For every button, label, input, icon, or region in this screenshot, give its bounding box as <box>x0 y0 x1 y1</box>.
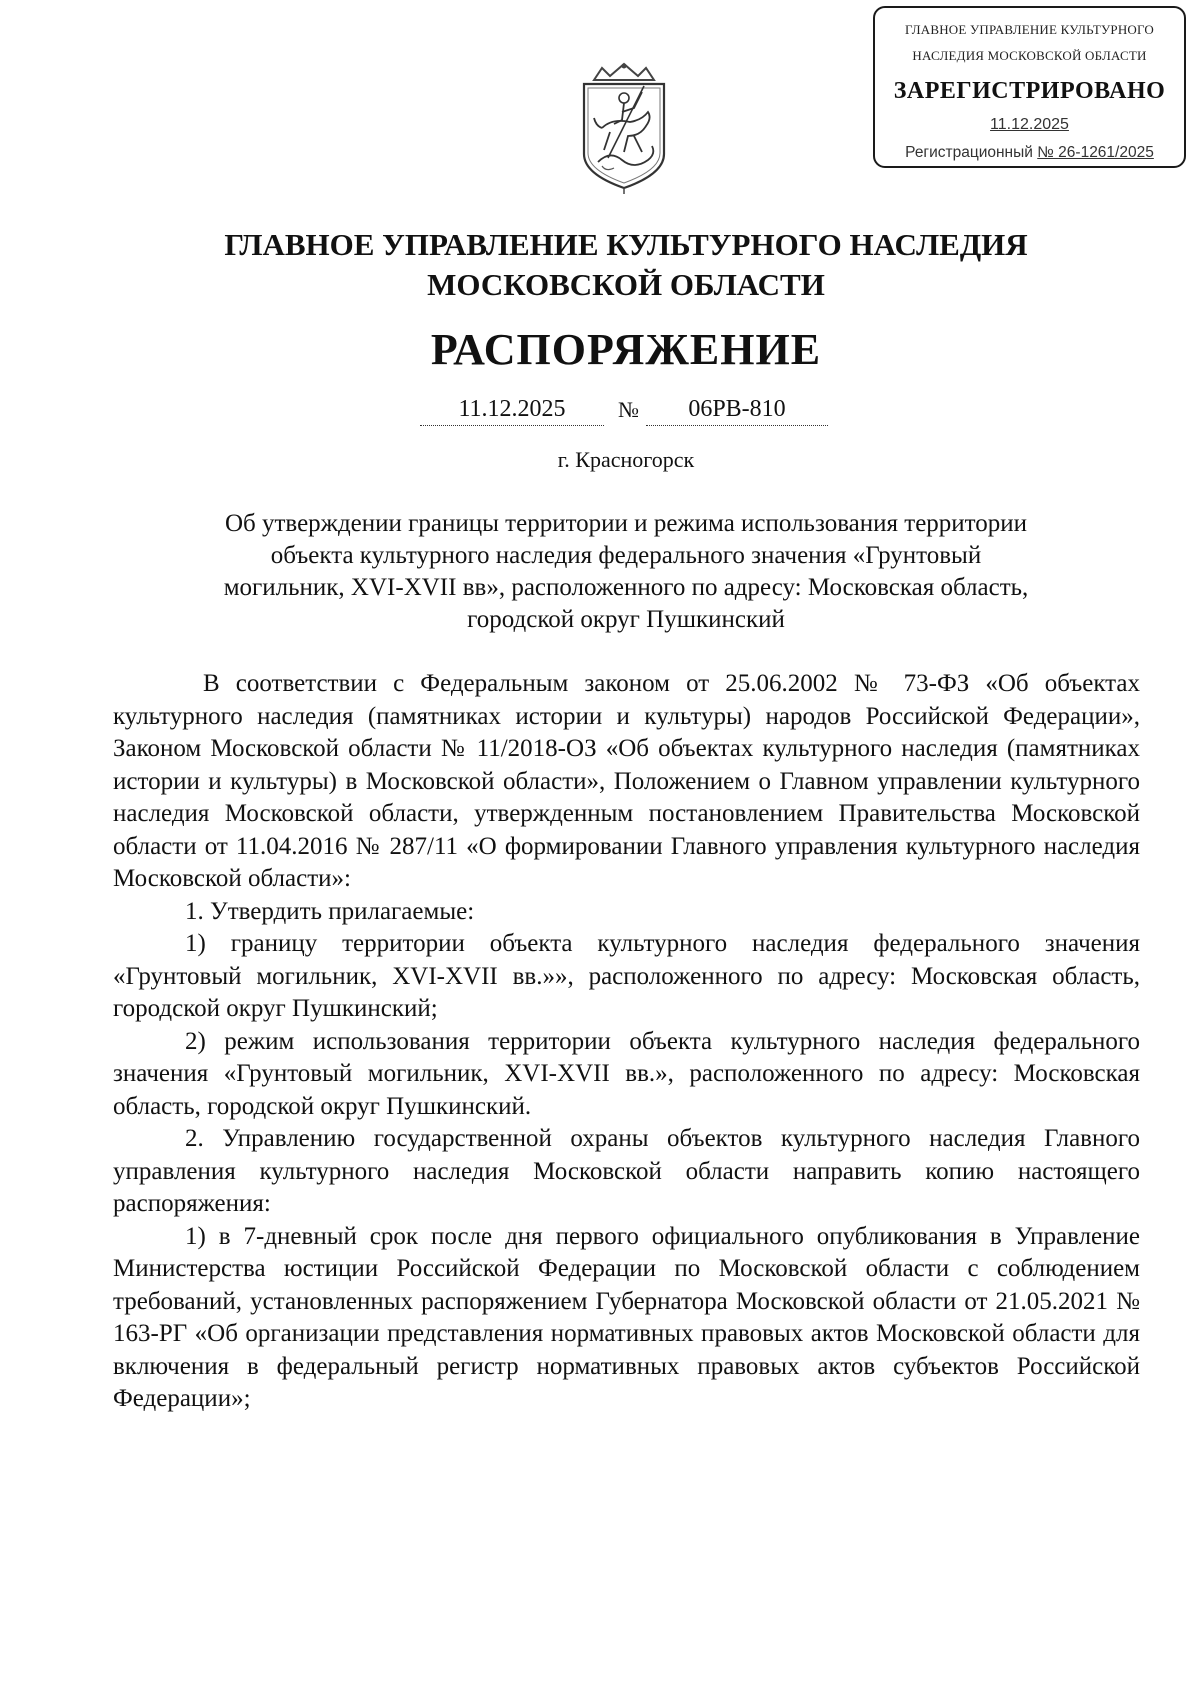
registration-stamp <box>873 6 1186 168</box>
moscow-oblast-coat-of-arms-icon <box>572 62 676 194</box>
document-number: 06РВ-810 <box>646 393 828 426</box>
stamp-date: 11.12.2025 <box>990 116 1069 133</box>
body-paragraph-item-1: 1. Утвердить прилагаемые: <box>185 897 475 925</box>
issue-city: г. Красногорск <box>557 447 695 472</box>
subject-line: объекта культурного наследия федерального значения «Грунтовый <box>270 542 982 569</box>
body-paragraph-item-1-1: 1) границу территории объекта культурного наследия федерального значения «Грунтовый могильник, XVI-XVII вв.»», расположенного по адресу: Московская область, городской округ Пушкинский; <box>113 930 1140 1022</box>
stamp-title: ЗАРЕГИСТРИРОВАНО <box>893 78 1166 104</box>
organization-title-line1: ГЛАВНОЕ УПРАВЛЕНИЕ КУЛЬТУРНОГО НАСЛЕДИЯ <box>224 227 1028 262</box>
organization-title-line2: МОСКОВСКОЙ ОБЛАСТИ <box>427 267 825 302</box>
stamp-regno-value: № 26-1261/2025 <box>1037 144 1154 161</box>
number-sign: № <box>618 397 639 422</box>
subject-line: могильник, XVI-XVII вв», расположенного по адресу: Московская область, <box>223 574 1029 601</box>
document-body <box>113 668 1140 1416</box>
body-paragraph-item-2: 2. Управлению государственной охраны объектов культурного наследия Главного управления культурного наследия Московской области направить копию настоящего распоряжения: <box>113 1125 1140 1217</box>
stamp-registration-number <box>875 144 1184 162</box>
body-paragraph-item-2-1: 1) в 7-дневный срок после дня первого официального опубликования в Управление Министерства юстиции Российской Федерации по Московской области с соблюдением требований, установленных распоряжением Губернатора Московской области от 21.05.2021 № 163-РГ «Об организации представления нормативных правовых актов Московской области для включения в федеральный регистр нормативных правовых актов субъектов Российской Федерации»; <box>113 1222 1140 1412</box>
body-paragraph-item-1-2: 2) режим использования территории объекта культурного наследия федерального значения «Грунтовый могильник, XVI-XVII вв.», расположенного по адресу: Московская область, городской округ Пушкинский. <box>113 1027 1140 1120</box>
subject-line: городской округ Пушкинский <box>467 606 785 633</box>
stamp-org-line2: НАСЛЕДИЯ МОСКОВСКОЙ ОБЛАСТИ <box>912 48 1147 63</box>
date-number-line <box>0 393 1200 427</box>
stamp-org-line1: ГЛАВНОЕ УПРАВЛЕНИЕ КУЛЬТУРНОГО <box>904 22 1154 37</box>
stamp-regno-label: Регистрационный <box>905 144 1033 161</box>
body-paragraph-preamble: В соответствии с Федеральным законом от 25.06.2002 № 73-ФЗ «Об объектах культурного наследия (памятниках истории и культуры) народов Российской Федерации», Законом Московской области № 11/2018-ОЗ «Об объектах культурного наследия (памятниках истории и культуры) в Московской области», Положением о Главном управлении культурного наследия Московской области, утвержденным постановлением Правительства Московской области от 11.04.2016 № 287/11 «О формировании Главного управления культурного наследия Московской области»: <box>113 670 1140 892</box>
document-subject <box>160 508 1092 636</box>
stamp-date-wrap <box>875 116 1184 134</box>
document-date: 11.12.2025 <box>420 393 604 426</box>
document-type: РАСПОРЯЖЕНИЕ <box>430 325 822 374</box>
subject-line: Об утверждении границы территории и режима использования территории <box>224 510 1028 537</box>
